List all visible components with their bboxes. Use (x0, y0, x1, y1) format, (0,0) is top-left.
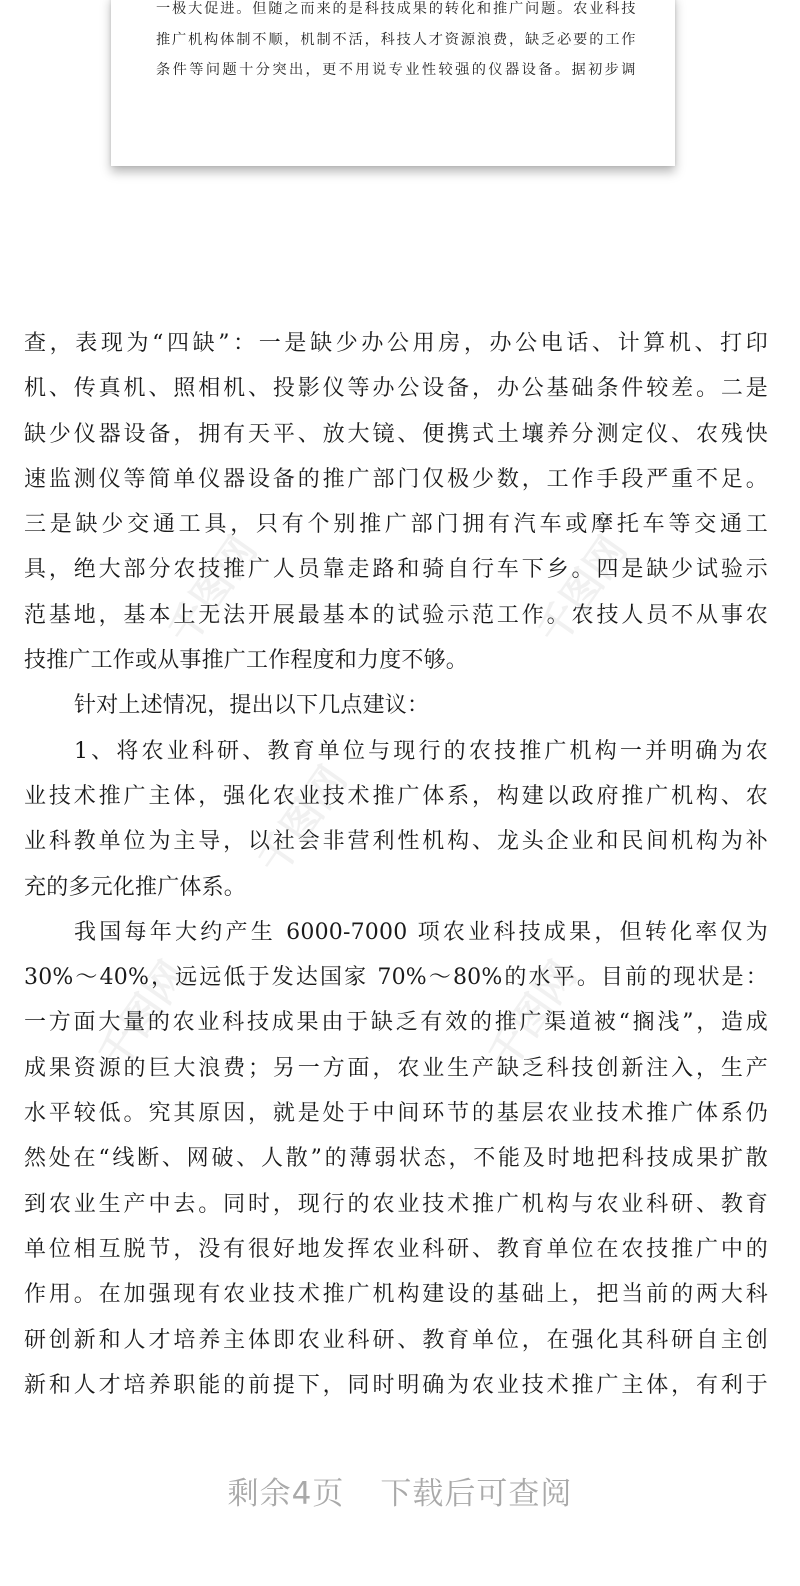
document-line: 业科教单位为主导，以社会非营利性机构、龙头企业和民间机构为补 (24, 829, 768, 855)
document-line: 速监测仪等简单仪器设备的推广部门仅极少数，工作手段严重不足。 (24, 466, 768, 492)
document-line: 业技术推广主体，强化农业技术推广体系，构建以政府推广机构、农 (24, 783, 768, 809)
document-line: 水平较低。究其原因，就是处于中间环节的基层农业技术推广体系仍 (24, 1101, 768, 1127)
download-to-read-label: 下载后可查阅 (380, 1476, 573, 1512)
document-line: 研创新和人才培养主体即农业科研、教育单位，在强化其科研自主创 (24, 1327, 768, 1353)
document-line: 机、传真机、照相机、投影仪等办公设备，办公基础条件较差。二是 (24, 376, 768, 402)
document-line: 单位相互脱节，没有很好地发挥农业科研、教育单位在农技推广中的 (24, 1236, 768, 1262)
document-line: 作用。在加强现有农业技术推广机构建设的基础上，把当前的两大科 (24, 1282, 768, 1308)
preview-line: 推广机构体制不顺，机制不活，科技人才资源浪费，缺乏必要的工作 (156, 31, 636, 48)
watermark: 千图网 (159, 528, 267, 653)
document-line: 范基地，基本上无法开展最基本的试验示范工作。农技人员不从事农 (24, 602, 768, 628)
document-line: 查，表现为“四缺”：一是缺少办公用房，办公电话、计算机、打印 (24, 331, 768, 356)
document-line: 30%～40%，远远低于发达国家 70%～80%的水平。目前的现状是： (24, 965, 768, 991)
document-line: 到农业生产中去。同时，现行的农业技术推广机构与农业科研、教育 (24, 1191, 768, 1217)
remaining-pages-label: 剩余4页 (227, 1476, 345, 1512)
watermark: 千图网 (529, 528, 637, 653)
watermark: 千图网 (479, 953, 587, 1078)
document-line: 具，绝大部分农技推广人员靠走路和骑自行车下乡。四是缺少试验示 (24, 557, 768, 583)
document-line: 一方面大量的农业科技成果由于缺乏有效的推广渠道被“搁浅”，造成 (24, 1010, 768, 1036)
document-line: 新和人才培养职能的前提下，同时明确为农业技术推广主体，有利于 (24, 1372, 768, 1398)
document-line: 针对上述情况，提出以下几点建议： (74, 693, 430, 719)
document-line: 三是缺少交通工具，只有个别推广部门拥有汽车或摩托车等交通工 (24, 512, 768, 538)
watermark: 千图网 (249, 758, 357, 883)
document-line: 1、将农业科研、教育单位与现行的农技推广机构一并明确为农 (74, 738, 768, 764)
preview-page-text (156, 0, 636, 86)
preview-line: 一极大促进。但随之而来的是科技成果的转化和推广问题。农业科技 (156, 1, 636, 17)
preview-page-card (111, 0, 675, 166)
document-line: 成果资源的巨大浪费；另一方面，农业生产缺乏科技创新注入，生产 (24, 1055, 768, 1081)
document-body (24, 321, 768, 1408)
document-line: 技推广工作或从事推广工作程度和力度不够。 (24, 648, 469, 674)
download-prompt[interactable] (0, 1468, 800, 1513)
document-line: 充的多元化推广体系。 (24, 874, 247, 900)
watermark: 千图网 (89, 953, 197, 1078)
document-line: 缺少仪器设备，拥有天平、放大镜、便携式土壤养分测定仪、农残快 (24, 421, 768, 447)
document-line: 然处在“线断、网破、人散”的薄弱状态，不能及时地把科技成果扩散 (24, 1146, 768, 1172)
document-line: 我国每年大约产生 6000-7000 项农业科技成果，但转化率仅为 (74, 919, 768, 945)
preview-line: 条件等问题十分突出，更不用说专业性较强的仪器设备。据初步调 (156, 62, 636, 78)
